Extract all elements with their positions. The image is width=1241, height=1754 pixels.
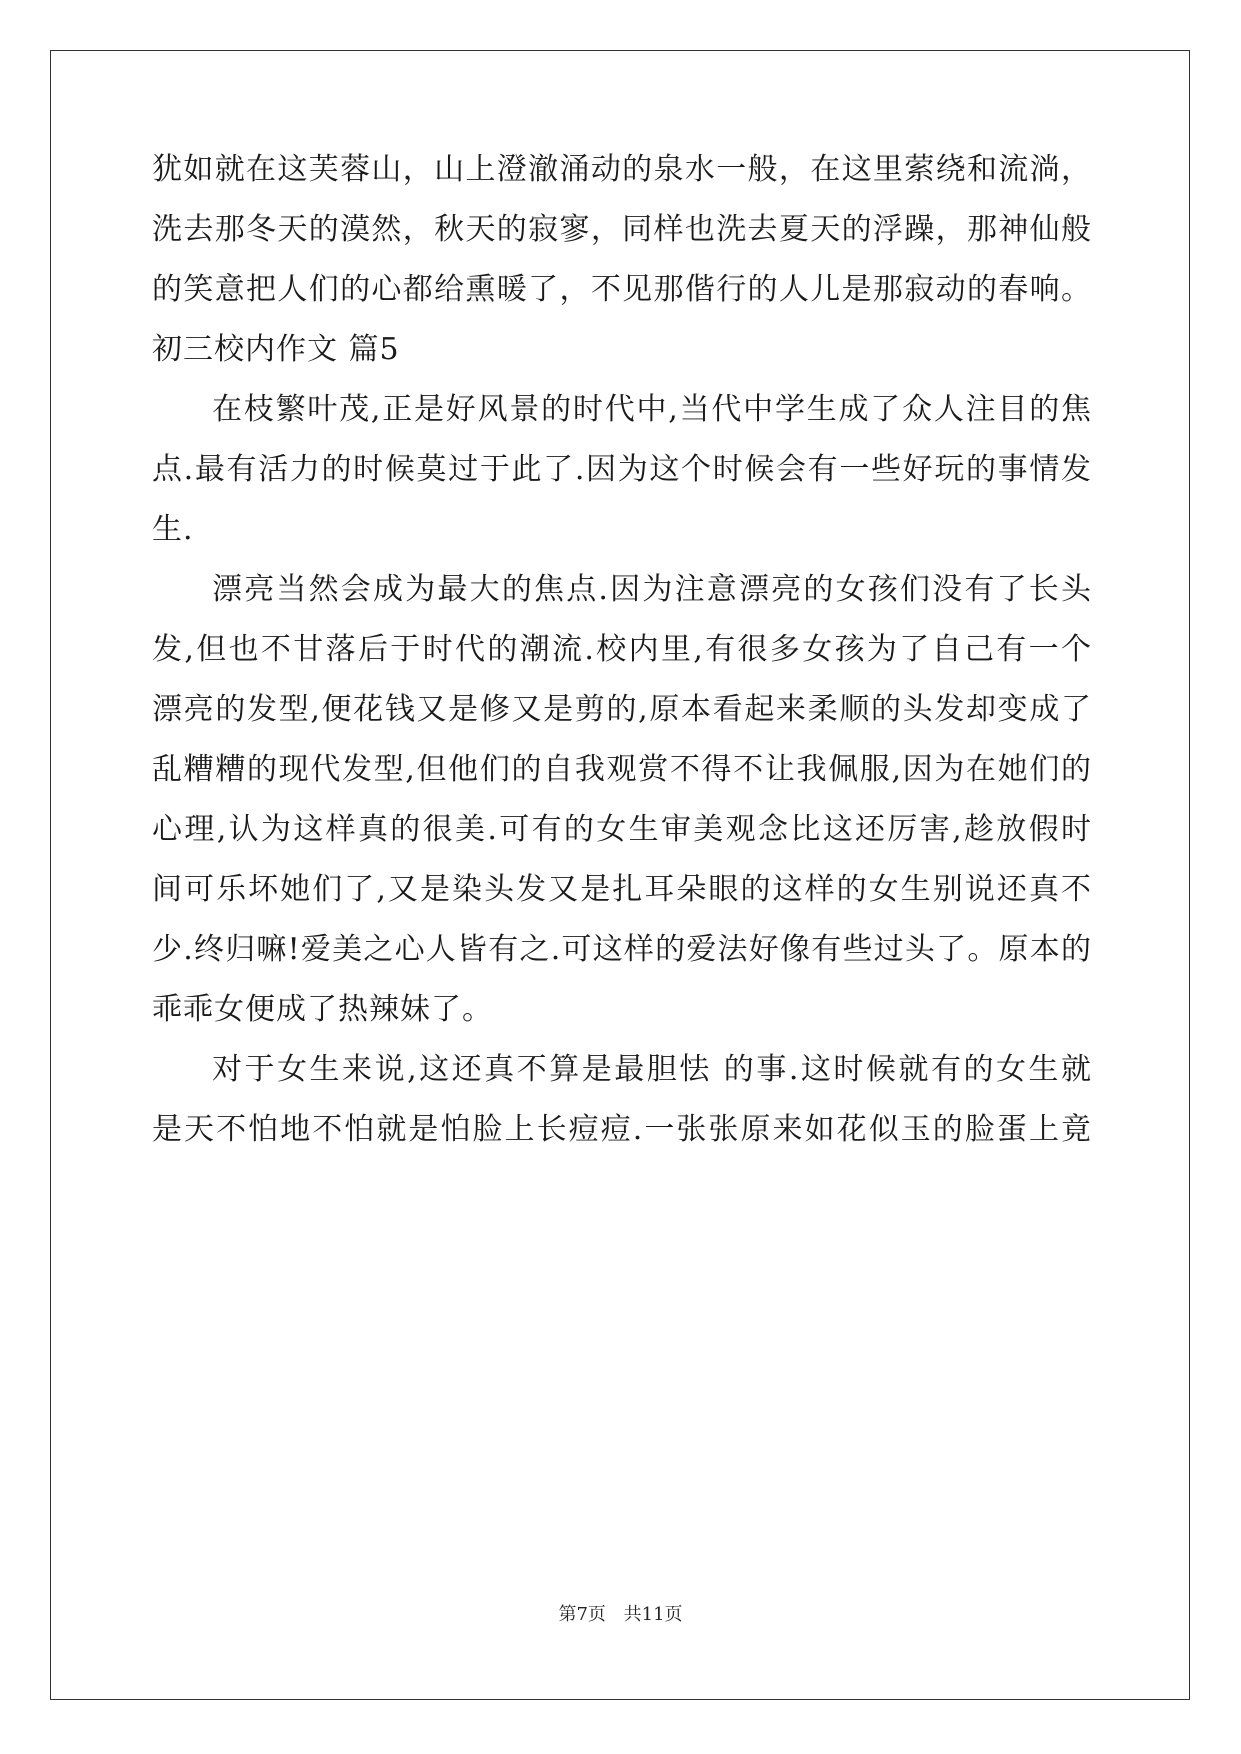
text-line: 漂亮的发型,便花钱又是修又是剪的,原本看起来柔顺的头发却变成了 [152, 692, 1092, 727]
page-footer [0, 1600, 1241, 1626]
body-text [152, 140, 1092, 1160]
text-line: 心理,认为这样真的很美.可有的女生审美观念比这还厉害,趁放假时 [152, 812, 1092, 847]
text-line: 对于女生来说,这还真不算是最胆怯 的事.这时候就有的女生就 [212, 1052, 1092, 1087]
text-line: 发,但也不甘落后于时代的潮流.校内里,有很多女孩为了自己有一个 [152, 632, 1092, 667]
text-line: 犹如就在这芙蓉山，山上澄澈涌动的泉水一般，在这里萦绕和流淌， [152, 152, 1092, 187]
text-line: 是天不怕地不怕就是怕脸上长痘痘.一张张原来如花似玉的脸蛋上竟 [152, 1112, 1092, 1147]
text-line: 乱糟糟的现代发型,但他们的自我观赏不得不让我佩服,因为在她们的 [152, 752, 1092, 787]
text-line: 乖乖女便成了热辣妹了。 [152, 992, 493, 1027]
page-total: 共11页 [623, 1604, 683, 1625]
text-line: 在枝繁叶茂,正是好风景的时代中,当代中学生成了众人注目的焦 [212, 392, 1092, 427]
text-line: 少.终归嘛!爱美之心人皆有之.可这样的爱法好像有些过头了。原本的 [152, 932, 1092, 967]
text-line: 的笑意把人们的心都给熏暖了，不见那偕行的人儿是那寂动的春响。 [152, 272, 1092, 307]
text-line: 点.最有活力的时候莫过于此了.因为这个时候会有一些好玩的事情发 [152, 452, 1092, 487]
text-line: 生. [152, 512, 194, 547]
text-line: 漂亮当然会成为最大的焦点.因为注意漂亮的女孩们没有了长头 [212, 572, 1092, 607]
section-heading: 初三校内作文 篇5 [152, 332, 400, 367]
text-line: 洗去那冬天的漠然，秋天的寂寥，同样也洗去夏天的浮躁，那神仙般 [152, 212, 1092, 247]
page-number: 第7页 [558, 1604, 606, 1625]
text-line: 间可乐坏她们了,又是染头发又是扎耳朵眼的这样的女生别说还真不 [152, 872, 1092, 907]
